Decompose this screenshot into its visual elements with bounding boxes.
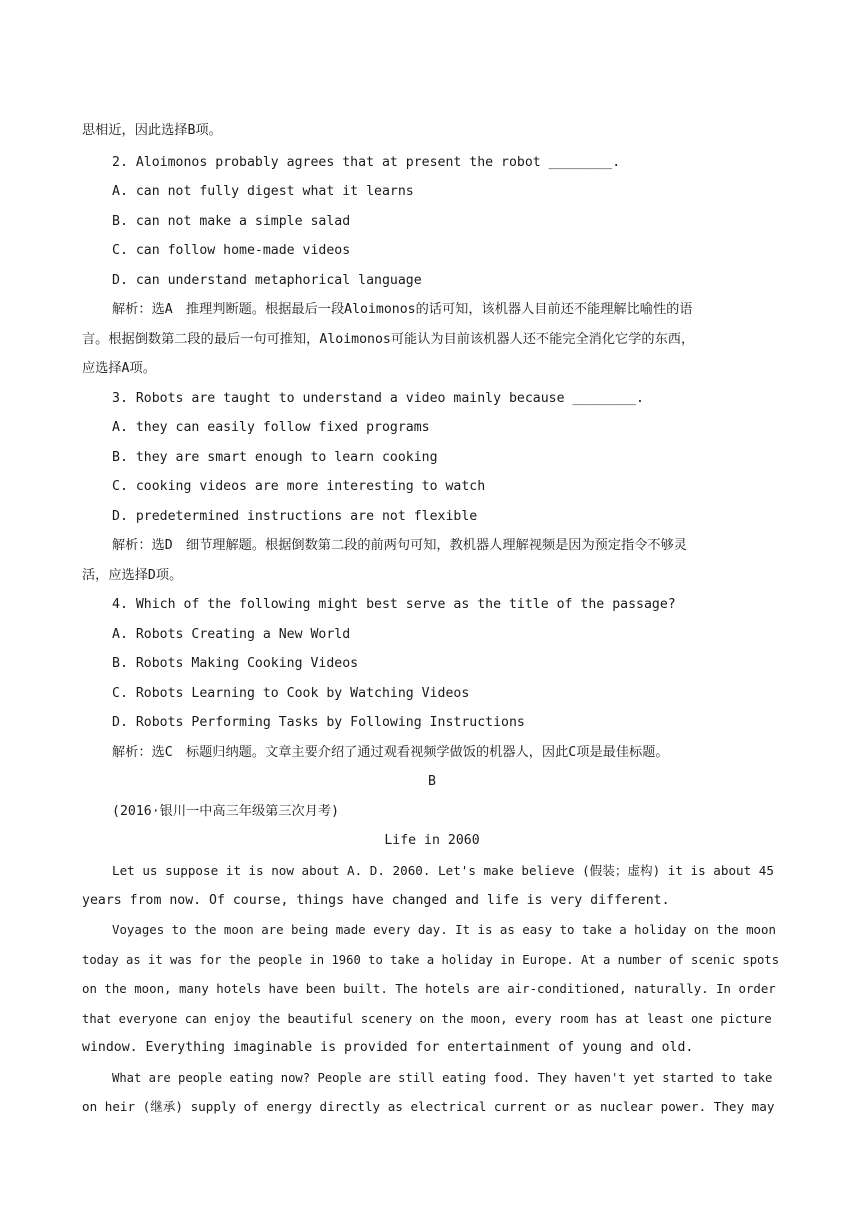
passage-line: Let us suppose it is now about A. D. 2060. Let's make believe (假装；虚构) it is about 45 — [112, 863, 774, 878]
passage-line: What are people eating now? People are still eating food. They haven't yet started to take — [112, 1071, 773, 1085]
text-line: 解析：选A 推理判断题。根据最后一段Aloimonos的话可知，该机器人目前还不能理解比喻性的语 — [112, 302, 693, 317]
text-line: B. can not make a simple salad — [112, 214, 351, 229]
source-note: (2016·银川一中高三年级第三次月考) — [112, 804, 340, 819]
text-line: B. Robots Making Cooking Videos — [112, 656, 359, 671]
passage-line: that everyone can enjoy the beautiful scenery on the moon, every room has at least one picture — [82, 1012, 772, 1026]
text-line: 解析：选D 细节理解题。根据倒数第二段的前两句可知，教机器人理解视频是因为预定指令不够灵 — [112, 538, 687, 553]
text-line: D. Robots Performing Tasks by Following Instructions — [112, 715, 525, 730]
text-line: 解析：选C 标题归纳题。文章主要介绍了通过观看视频学做饭的机器人，因此C项是最佳标题。 — [112, 745, 669, 760]
passage-line: years from now. Of course, things have changed and life is very different. — [82, 893, 670, 908]
passage-title: Life in 2060 — [384, 833, 480, 848]
passage-line: on heir (继承) supply of energy directly as electrical current or as nuclear power. They may — [82, 1099, 775, 1114]
text-line: A. they can easily follow fixed programs — [112, 420, 430, 435]
text-line: D. can understand metaphorical language — [112, 273, 422, 288]
text-line: D. predetermined instructions are not flexible — [112, 509, 478, 524]
text-line: C. cooking videos are more interesting to watch — [112, 479, 486, 494]
text-line: 言。根据倒数第二段的最后一句可推知，Aloimonos可能认为目前该机器人还不能完全消化它学的东西， — [82, 332, 695, 347]
passage-line: window. Everything imaginable is provided for entertainment of young and old. — [82, 1040, 694, 1055]
text-line: 2. Aloimonos probably agrees that at present the robot ________. — [112, 155, 621, 170]
text-line: C. Robots Learning to Cook by Watching Videos — [112, 686, 470, 701]
passage-line: on the moon, many hotels have been built. The hotels are air-conditioned, naturally. In order — [82, 981, 776, 996]
text-line: A. can not fully digest what it learns — [112, 184, 414, 199]
text-line: B. they are smart enough to learn cooking — [112, 450, 438, 465]
section-letter: B — [428, 774, 436, 789]
text-line: A. Robots Creating a New World — [112, 627, 351, 642]
passage-line: Voyages to the moon are being made every day. It is as easy to take a holiday on the moon — [112, 922, 776, 937]
passage-line: today as it was for the people in 1960 to take a holiday in Europe. At a number of scenic spots — [82, 953, 780, 967]
text-line: 思相近，因此选择B项。 — [82, 123, 222, 138]
text-line: 3. Robots are taught to understand a video mainly because ________. — [112, 391, 644, 406]
text-line: 4. Which of the following might best serve as the title of the passage? — [112, 597, 676, 612]
text-line: 活，应选择D项。 — [82, 568, 183, 583]
text-line: C. can follow home-made videos — [112, 243, 351, 258]
text-line: 应选择A项。 — [82, 361, 156, 376]
